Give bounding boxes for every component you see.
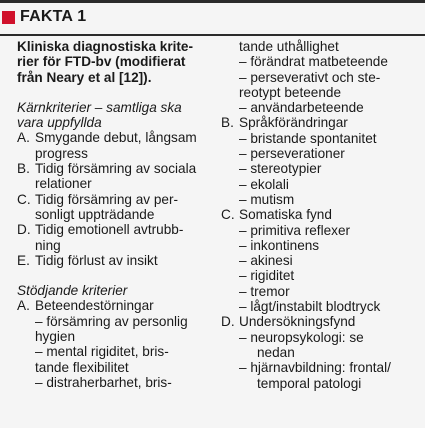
sub-item: – bristande spontanitet — [239, 130, 377, 146]
sub-item: – mental rigiditet, bris- — [35, 344, 169, 360]
sub-item: – distraherbarhet, bris- — [35, 374, 172, 390]
sub-item: – hjärnavbildning: frontal/ — [239, 360, 391, 376]
item-label: D. — [221, 314, 235, 330]
sub-item: nedan — [257, 344, 295, 360]
item-label: C. — [221, 207, 235, 223]
sub-item: reotypt beteende — [239, 84, 342, 100]
subhead-line: vara uppfyllda — [17, 115, 102, 131]
item-label: D. — [17, 222, 31, 238]
fact-box-label: FAKTA 1 — [20, 8, 87, 25]
subhead-line: Kärnkriterier – samtliga ska — [17, 99, 182, 115]
title-line: från Neary et al [12]). — [17, 69, 152, 85]
item-text: progress — [35, 145, 88, 161]
sub-item: – rigiditet — [239, 268, 295, 284]
supporting-criterion-c — [221, 207, 421, 222]
supporting-criterion-d — [221, 314, 421, 329]
item-text: relationer — [35, 176, 92, 192]
sub-item: – användarbeteende — [239, 100, 364, 116]
item-label: C. — [17, 191, 31, 207]
item-text: Somatiska fynd — [239, 207, 332, 223]
sub-item: – tremor — [239, 283, 290, 299]
item-text: Språkförändringar — [239, 115, 348, 131]
supporting-criterion-b — [221, 115, 421, 130]
sub-item: – akinesi — [239, 253, 293, 269]
sub-item: – inkontinens — [239, 237, 320, 253]
title-line: rier för FTD-bv (modifierat — [17, 54, 186, 70]
sub-item: – stereotypier — [239, 161, 322, 177]
item-text: Tidig förlust av insikt — [35, 252, 158, 268]
supporting-criterion-a — [17, 298, 209, 313]
left-column — [17, 39, 209, 390]
sub-item: – försämring av personlig — [35, 313, 188, 329]
item-text: Tidig försämring av sociala — [35, 161, 197, 177]
title-line: Kliniska diagnostiska krite- — [17, 39, 194, 54]
sub-item: – förändrat matbeteende — [239, 54, 388, 70]
core-criterion-d — [17, 222, 209, 253]
sub-item: hygien — [35, 329, 76, 345]
red-square-marker — [2, 11, 15, 24]
item-label: B. — [221, 115, 234, 131]
sub-item: – ekolali — [239, 176, 289, 192]
sub-item: temporal patologi — [257, 375, 362, 391]
core-criterion-b — [17, 161, 209, 192]
sub-item: – neuropsykologi: se — [239, 329, 364, 345]
item-text: ning — [35, 237, 61, 253]
item-text: Tidig emotionell avtrubb- — [35, 222, 184, 238]
sub-item: – perseverationer — [239, 146, 345, 162]
header-divider — [0, 34, 425, 36]
item-label: A. — [17, 130, 30, 146]
core-criterion-a — [17, 130, 209, 161]
core-criteria-heading — [17, 100, 209, 131]
item-text: sonligt uppträdande — [35, 206, 155, 222]
item-label: B. — [17, 161, 30, 177]
spacer — [17, 268, 209, 283]
item-text: Tidig försämring av per- — [35, 191, 179, 207]
item-label: E. — [17, 252, 30, 268]
fact-box-header — [0, 3, 425, 31]
item-label: A. — [17, 298, 30, 314]
item-text: Smygande debut, långsam — [35, 130, 197, 146]
sub-item: – lågt/instabilt blodtryck — [239, 299, 381, 315]
core-criterion-e — [17, 253, 209, 268]
right-column — [221, 39, 421, 391]
sub-item: tande flexibilitet — [35, 359, 129, 375]
sub-item: – mutism — [239, 191, 295, 207]
box-title — [17, 39, 209, 85]
supporting-criteria-heading: Stödjande kriterier — [17, 283, 128, 299]
item-text: Beteendestörningar — [35, 298, 154, 314]
sub-item: tande uthållighet — [239, 39, 339, 54]
sub-item: – perseverativt och ste- — [239, 69, 381, 85]
sub-item: – primitiva reflexer — [239, 222, 351, 238]
core-criterion-c — [17, 192, 209, 223]
item-text: Undersökningsfynd — [239, 314, 356, 330]
